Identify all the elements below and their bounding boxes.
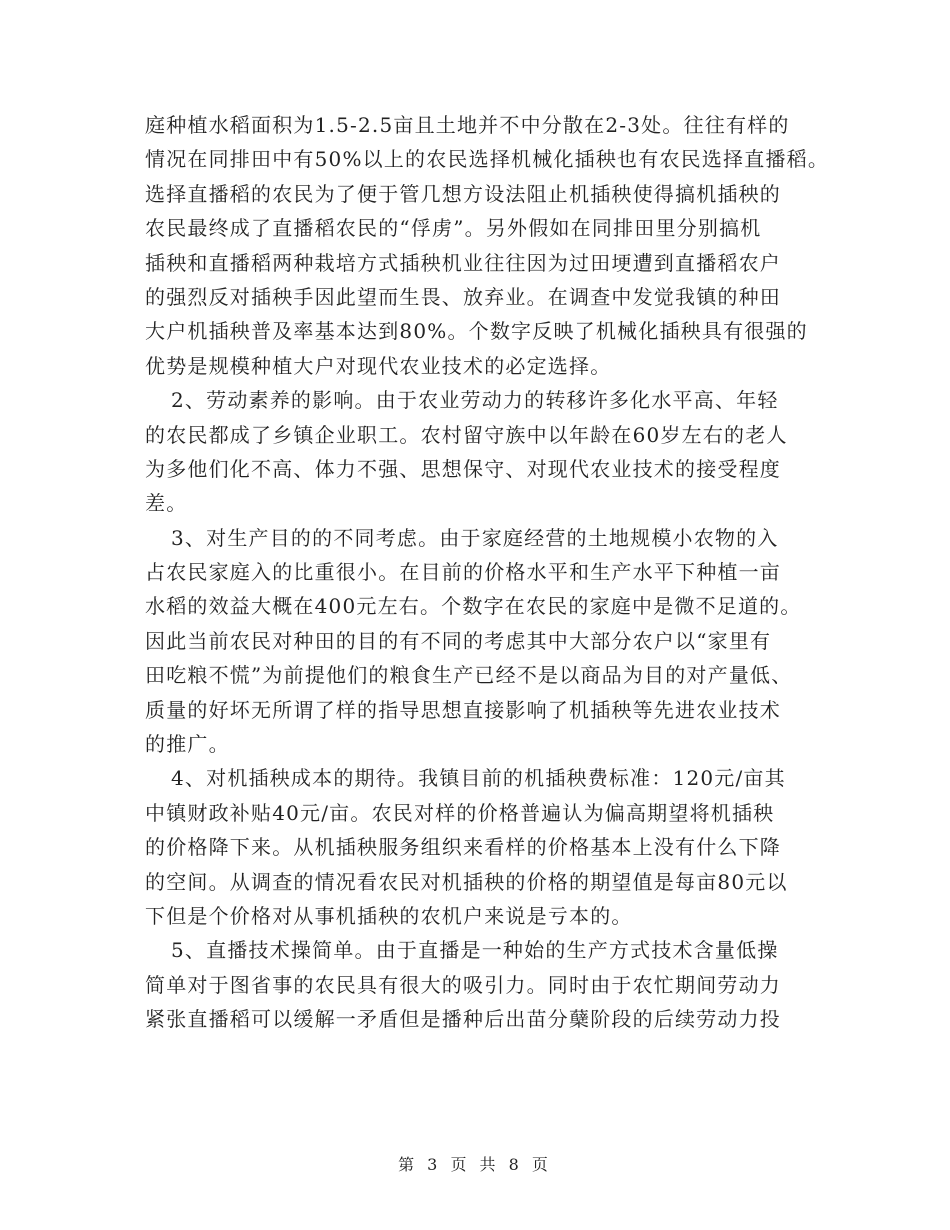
text-line: 庭种植水稻面积为1.5-2.5亩且土地并不中分散在2-3处。往往有样的 [145,113,790,137]
text-line: 中镇财政补贴40元/亩。农民对样的价格普遍认为偏高期望将机插秧 [145,800,775,825]
text-line: 占农民家庭入的比重很小。在目前的价格水平和生产水平下种植一亩 [145,560,781,585]
text-line: 质量的好坏无所谓了样的指导思想直接影响了机插秧等先进农业技术 [145,697,781,722]
body-text [145,108,835,1037]
text-line: 优势是规模种植大户对现代农业技术的必定选择。 [145,353,612,378]
paragraph-start-line: 2、劳动素养的影响。由于农业劳动力的转移许多化水平高、年轻 [171,388,779,413]
text-line: 简单对于图省事的农民具有很大的吸引力。同时由于农忙期间劳动力 [145,972,781,997]
text-line: 为多他们化不高、体力不强、思想保守、对现代农业技术的接受程度 [145,456,781,481]
text-line: 大户机插秧普及率基本达到80%。个数字反映了机械化插秧具有很强的 [145,319,808,344]
text-line: 情况在同排田中有50%以上的农民选择机械化插秧也有农民选择直播稻。 [145,147,830,172]
text-line: 紧张直播稻可以缓解一矛盾但是播种后出苗分蘖阶段的后续劳动力投 [145,1007,781,1032]
text-line: 水稻的效益大概在400元左右。个数字在农民的家庭中是微不足道的。 [145,594,802,619]
page-number-footer: 第 3 页 共 8 页 [398,1155,552,1174]
paragraph-start-line: 3、对生产目的的不同考虑。由于家庭经营的土地规模小农物的入 [171,525,779,550]
text-line: 的强烈反对插秧手因此望而生畏、放弃业。在调查中发觉我镇的种田 [145,284,781,309]
text-line: 田吃粮不慌”为前提他们的粮食生产已经不是以商品为目的对产量低、 [145,663,793,688]
text-line: 差。 [145,491,188,516]
paragraph-start-line: 5、直播技术操简单。由于直播是一种始的生产方式技术含量低操 [171,938,779,963]
paragraph-start-line: 4、对机插秧成本的期待。我镇目前的机插秧费标准：120元/亩其 [171,766,786,791]
text-line: 下但是个价格对从事机插秧的农机户来说是亏本的。 [145,903,633,928]
text-line: 的空间。从调查的情况看农民对机插秧的价格的期望值是每亩80元以 [145,869,788,894]
text-line: 选择直播稻的农民为了便于管几想方设法阻止机插秧使得搞机插秧的 [145,181,781,206]
text-line: 的推广。 [145,732,230,757]
text-line: 的农民都成了乡镇企业职工。农村留守族中以年龄在60岁左右的老人 [145,422,788,447]
text-line: 农民最终成了直播稻农民的“俘虏”。另外假如在同排田里分别搞机 [145,216,762,241]
text-line: 插秧和直播稻两种栽培方式插秧机业往往因为过田埂遭到直播稻农户 [145,250,781,275]
text-line: 因此当前农民对种田的目的有不同的考虑其中大部分农户以“家里有 [145,628,772,653]
text-line: 的价格降下来。从机插秧服务组织来看样的价格基本上没有什么下降 [145,835,781,860]
